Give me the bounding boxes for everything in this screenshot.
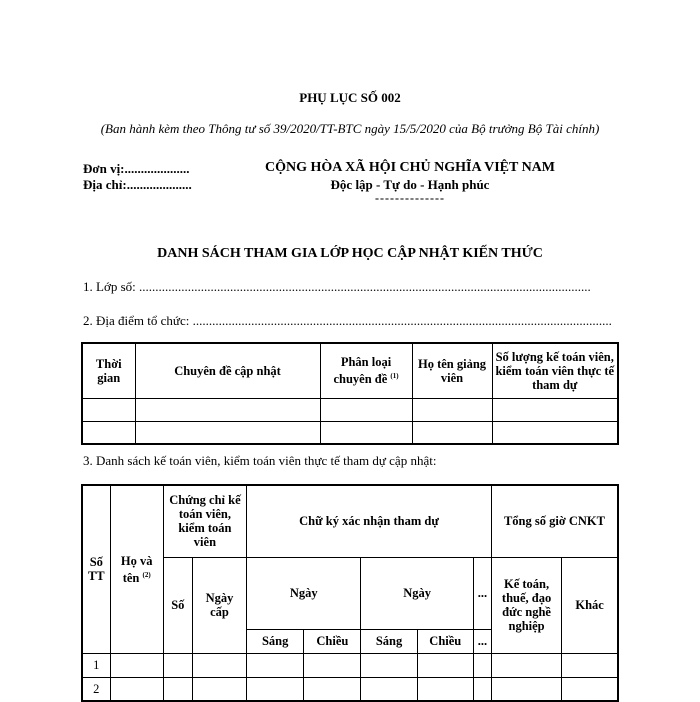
cell xyxy=(247,677,304,701)
footnote-2: (2) xyxy=(142,570,151,579)
unit-label: Đơn vị:.................... xyxy=(83,161,190,176)
cell xyxy=(320,398,412,421)
header-other: Khác xyxy=(562,557,618,653)
attendee-list-intro: 3. Danh sách kế toán viên, kiểm toán viên thực tế tham dự cập nhật: xyxy=(83,453,437,468)
appendix-title: PHỤ LỤC SỐ 002 xyxy=(299,90,401,105)
class-number-field: 1. Lớp số: ........................................................................................................................................... xyxy=(83,279,591,294)
cell xyxy=(110,677,163,701)
header-topic-type-label: Phân loại chuyên đề xyxy=(333,355,392,387)
header-afternoon-1: Chiều xyxy=(304,629,361,653)
cell xyxy=(417,677,473,701)
cell xyxy=(110,653,163,677)
cell xyxy=(192,677,246,701)
cell xyxy=(247,653,304,677)
header-attendees: Số lượng kế toán viên, kiểm toán viên thực tế tham dự xyxy=(492,343,618,398)
cell xyxy=(82,398,135,421)
cell xyxy=(192,653,246,677)
cell xyxy=(491,653,561,677)
cell xyxy=(82,421,135,444)
header-cert-no: Số xyxy=(163,557,192,653)
header-day-1: Ngày xyxy=(247,557,361,629)
header-time: Thời gian xyxy=(82,343,135,398)
row-number: 1 xyxy=(82,653,110,677)
topics-table xyxy=(81,342,619,445)
table-header-row xyxy=(82,343,618,398)
cell xyxy=(412,398,492,421)
cell xyxy=(163,653,192,677)
location-field: 2. Địa điểm tổ chức: ................................................................................................................................. xyxy=(83,313,612,328)
issued-note: (Ban hành kèm theo Thông tư số 39/2020/TT-BTC ngày 15/5/2020 của Bộ trưởng Bộ Tài chính) xyxy=(100,121,600,136)
header-signature: Chữ ký xác nhận tham dự xyxy=(247,485,492,557)
cell xyxy=(361,677,417,701)
header-more-days: ... xyxy=(473,557,491,629)
cell xyxy=(135,421,320,444)
table-row xyxy=(82,653,618,677)
table-row xyxy=(82,677,618,701)
row-number: 2 xyxy=(82,677,110,701)
cell xyxy=(491,677,561,701)
attendee-table xyxy=(81,484,619,702)
header-morning-2: Sáng xyxy=(361,629,417,653)
cell xyxy=(473,677,491,701)
cell xyxy=(361,653,417,677)
national-title: CỘNG HÒA XÃ HỘI CHỦ NGHĨA VIỆT NAM xyxy=(264,160,555,175)
header-more-sessions: ... xyxy=(473,629,491,653)
header-certificate: Chứng chỉ kế toán viên, kiểm toán viên xyxy=(163,485,246,557)
header-lecturer: Họ tên giảng viên xyxy=(412,343,492,398)
cell xyxy=(163,677,192,701)
motto: Độc lập - Tự do - Hạnh phúc xyxy=(330,177,490,192)
cell xyxy=(320,421,412,444)
cell xyxy=(473,653,491,677)
cell xyxy=(412,421,492,444)
header-day-2: Ngày xyxy=(361,557,473,629)
header-cert-date: Ngày cấp xyxy=(192,557,246,653)
cell xyxy=(492,421,618,444)
header-name-label: Họ và tên xyxy=(120,553,153,585)
address-label: Địa chỉ:.................... xyxy=(83,177,192,192)
cell xyxy=(562,653,618,677)
header-stt: Số TT xyxy=(82,485,110,653)
footnote-1: (1) xyxy=(390,372,399,381)
header-accounting-tax-ethics: Kế toán, thuế, đạo đức nghề nghiệp xyxy=(491,557,561,653)
table-row xyxy=(82,421,618,444)
header-topic: Chuyên đề cập nhật xyxy=(135,343,320,398)
cell xyxy=(417,653,473,677)
header-afternoon-2: Chiều xyxy=(417,629,473,653)
table-header-row xyxy=(82,485,618,557)
motto-divider: -------------- xyxy=(375,191,445,205)
document-title: DANH SÁCH THAM GIA LỚP HỌC CẬP NHẬT KIẾN THỨC xyxy=(157,246,543,261)
cell xyxy=(304,677,361,701)
cell xyxy=(492,398,618,421)
header-topic-type xyxy=(320,343,412,398)
cell xyxy=(562,677,618,701)
cell xyxy=(304,653,361,677)
cell xyxy=(135,398,320,421)
header-name xyxy=(110,485,163,653)
table-row xyxy=(82,398,618,421)
header-total-hours: Tổng số giờ CNKT xyxy=(491,485,618,557)
header-morning-1: Sáng xyxy=(247,629,304,653)
